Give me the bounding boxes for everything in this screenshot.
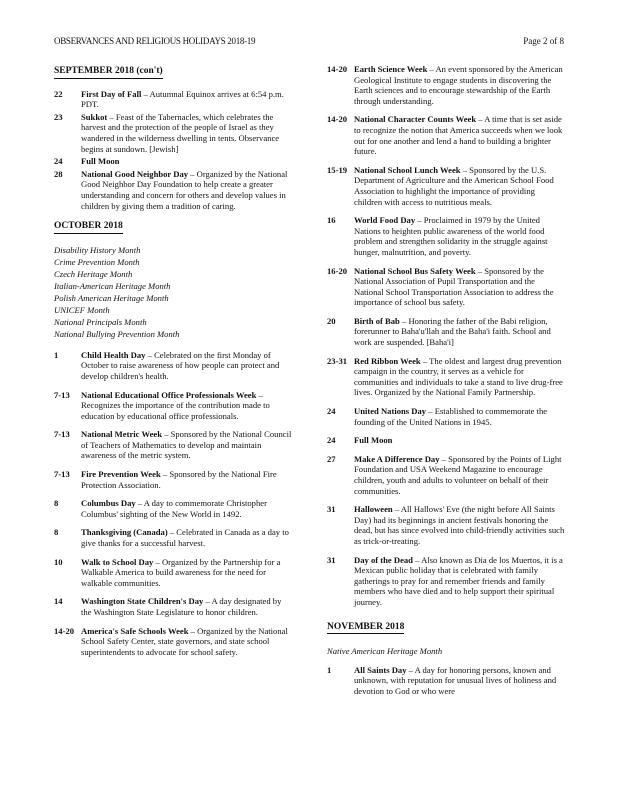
entry-text: [354, 215, 565, 257]
entry-title: National Character Counts Week: [354, 114, 477, 125]
page-header: [54, 36, 564, 48]
entry-text: [354, 266, 565, 308]
entry-date: 24: [54, 156, 63, 167]
entry-text: [354, 64, 565, 106]
entry-text: [354, 504, 565, 546]
entry-text: [81, 596, 292, 617]
entry-text: [81, 626, 292, 658]
entry-date: 24: [327, 406, 336, 417]
entry-title: All Saints Day: [354, 664, 407, 675]
entry-description: – A day designated by the Washington State Legislature to honor children.: [81, 596, 282, 617]
entry-description: – All Hallows' Eve (the night before All Saints Day) had its beginnings in ancient festivals honoring the dead, but has since evolved into child-friendly activities such as trick-or-treating.: [354, 504, 565, 546]
entry-date: 7-13: [54, 469, 70, 480]
entry-description: – Organized by the National School Safety Center, state governors, and state school superintendents to advocate for school safety.: [81, 625, 288, 657]
entry-description: – Proclaimed in 1979 by the United Nations to heighten public awareness of the world food problem and strengthen solidarity in the struggle against hunger, malnutrition, and poverty.: [354, 215, 548, 257]
entry-description: – A day for honoring persons, known and unknown, with reputation for unusual lives of holiness and devotion to God or who were: [354, 664, 557, 696]
entry-title: National Good Neighbor Day: [81, 168, 189, 179]
calendar-entry: [327, 266, 565, 308]
october-month-observances: [54, 244, 292, 340]
month-observance: Polish American Heritage Month: [54, 292, 169, 303]
entry-text: [354, 435, 565, 446]
entry-date: 8: [54, 527, 59, 538]
calendar-entry: [54, 89, 292, 110]
entry-text: [81, 169, 292, 211]
calendar-entry: [327, 64, 565, 106]
calendar-entry: [327, 406, 565, 427]
entry-text: [81, 557, 292, 589]
entry-date: 31: [327, 554, 336, 565]
month-observance: National Principals Month: [54, 316, 147, 327]
calendar-entry: [327, 504, 565, 546]
entry-date: 31: [327, 504, 336, 515]
entry-text: [354, 165, 565, 207]
entry-title: National School Bus Safety Week: [354, 265, 476, 276]
calendar-entry: [54, 390, 292, 422]
entry-description: – Celebrated on the first Monday of October to raise awareness of how people can protect and develop children's health.: [81, 349, 280, 381]
calendar-entry: [327, 215, 565, 257]
entry-date: 16: [327, 215, 336, 226]
section-heading-september: SEPTEMBER 2018 (con't): [54, 66, 163, 79]
page-number: Page 2 of 8: [523, 36, 564, 46]
entry-description: – Organized by the Partnership for a Walkable America to build awareness for the need for walkable communities.: [81, 556, 281, 588]
entry-description: – Feast of the Tabernacles, which celebrates the harvest and the protection of the people of Israel as they wandered in the wilderness dwelling in tents. Observance begins at sundown. [Jewish]: [81, 111, 280, 154]
entry-date: 14-20: [327, 64, 348, 74]
calendar-entry: [54, 626, 292, 658]
entry-title: Washington State Children's Day: [81, 596, 204, 607]
entry-date: 27: [327, 453, 336, 464]
october-list-right: [327, 64, 565, 608]
calendar-entry: [327, 435, 565, 446]
entry-text: [81, 112, 292, 154]
entry-text: [81, 156, 292, 167]
entry-description: – Sponsored by the Points of Light Foundation and USA Weekend Magazine to encourage children, youth and adults to volunteer on behalf of their communities.: [354, 453, 562, 496]
calendar-entry: [327, 454, 565, 496]
entry-date: 23: [54, 111, 63, 122]
entry-description: – Also known as Dia de los Muertos, it is a Mexican public holiday that is celebrated with family gatherings to pray for and remember friends and family members who have died and to help support their spiritual journey.: [354, 554, 563, 607]
september-list: [54, 89, 292, 212]
entry-description: – A time that is set aside to recognize the notion that America succeeds when we look out for one another and lend a hand to building a brighter future.: [354, 114, 563, 157]
calendar-entry: [54, 557, 292, 589]
entry-text: [81, 390, 292, 422]
entry-title: Thanksgiving (Canada): [81, 527, 168, 538]
entry-title: Full Moon: [354, 435, 393, 446]
entry-text: [81, 429, 292, 461]
entry-date: 7-13: [54, 429, 70, 440]
entry-date: 8: [54, 498, 59, 509]
entry-title: World Food Day: [354, 215, 416, 226]
entry-title: Birth of Bab: [354, 315, 400, 326]
calendar-entry: [54, 596, 292, 617]
entry-title: Make A Difference Day: [354, 453, 440, 464]
entry-text: [81, 498, 292, 519]
entry-description: – Organized by the National Good Neighbor Day Foundation to help create a greater understanding and concern for others and develop values in children by giving them a tradition of caring.: [81, 168, 288, 211]
entry-description: – Sponsored by the National Council of Teachers of Mathematics to develop and maintain awareness of the metric system.: [81, 429, 292, 461]
month-observance: Czech Heritage Month: [54, 268, 133, 279]
calendar-entry: [327, 665, 565, 697]
calendar-entry: [327, 356, 565, 398]
month-observance: Crime Prevention Month: [54, 256, 140, 267]
november-list: [327, 665, 565, 697]
calendar-entry: [327, 165, 565, 207]
entry-text: [354, 555, 565, 608]
left-column: [54, 64, 292, 665]
entry-date: 7-13: [54, 389, 70, 400]
entry-text: [354, 356, 565, 398]
entry-title: National School Lunch Week: [354, 164, 461, 175]
month-observance: Italian-American Heritage Month: [54, 280, 171, 291]
entry-date: 1: [54, 349, 59, 360]
entry-description: – Sponsored by the National Fire Protection Association.: [81, 469, 277, 490]
calendar-entry: [327, 555, 565, 608]
entry-title: Walk to School Day: [81, 556, 154, 567]
calendar-entry: [54, 169, 292, 211]
entry-title: Day of the Dead: [354, 554, 413, 565]
entry-description: – Sponsored by the U.S. Department of Agriculture and the American School Food Association to highlight the importance of providing children with access to nutritious meals.: [354, 164, 554, 207]
right-column: [327, 64, 565, 699]
entry-description: – Honoring the father of the Babi religion, forerunner to Baha'u'llah and the Baha'i faith. School and work are suspended. [Baha'i]: [354, 315, 551, 348]
entry-description: – Established to commemorate the founding of the United Nations in 1945.: [354, 406, 548, 427]
calendar-entry: [54, 498, 292, 519]
entry-date: 14-20: [327, 114, 348, 125]
calendar-entry: [54, 469, 292, 490]
entry-title: Child Health Day: [81, 349, 146, 360]
entry-text: [354, 406, 565, 427]
entry-title: United Nations Day: [354, 406, 427, 417]
entry-date: 15-19: [327, 164, 348, 175]
entry-description: – The oldest and largest drug prevention campaign in the country, it serves as a vehicle for communities and individuals to take a stand to live drug-free lives. Organized by the National Family Partnership.: [354, 355, 563, 398]
entry-date: 23-31: [327, 355, 348, 366]
section-heading-october: OCTOBER 2018: [54, 221, 123, 234]
entry-text: [354, 114, 565, 156]
entry-text: [81, 469, 292, 490]
entry-date: 28: [54, 168, 63, 179]
entry-text: [81, 350, 292, 382]
entry-title: Sukkot: [81, 111, 108, 122]
entry-description: – An event sponsored by the American Geological Institute to engage students in discovering the Earth sciences and to encourage stewardship of the Earth through understanding.: [354, 64, 563, 106]
calendar-entry: [54, 156, 292, 167]
entry-description: – Recognizes the importance of the contribution made to education by educational office professionals.: [81, 389, 270, 421]
entry-description: – A day to commemorate Christopher Columbus' sighting of the New World in 1492.: [81, 498, 267, 519]
entry-date: 22: [54, 88, 63, 99]
document-title: OBSERVANCES AND RELIGIOUS HOLIDAYS 2018-19: [54, 36, 256, 46]
entry-date: 10: [54, 556, 63, 567]
entry-title: First Day of Fall: [81, 88, 142, 99]
entry-title: Full Moon: [81, 156, 120, 167]
entry-date: 1: [327, 664, 332, 675]
entry-text: [354, 665, 565, 697]
entry-title: Red Ribbon Week: [354, 355, 421, 366]
entry-title: Earth Science Week: [354, 64, 428, 74]
month-observance: UNICEF Month: [54, 304, 110, 315]
month-observance: National Bullying Prevention Month: [54, 328, 180, 339]
calendar-entry: [54, 527, 292, 548]
entry-title: Fire Prevention Week: [81, 469, 161, 480]
entry-date: 24: [327, 435, 336, 446]
calendar-entry: [327, 114, 565, 156]
entry-description: – Sponsored by the National Association of Pupil Transportation and the National School Transportation Association to address the importance of school bus safety.: [354, 265, 554, 308]
section-heading-november: NOVEMBER 2018: [327, 622, 404, 635]
calendar-entry: [54, 112, 292, 154]
entry-title: Columbus Day: [81, 498, 136, 509]
entry-description: – Celebrated in Canada as a day to give thanks for a successful harvest.: [81, 527, 289, 549]
entry-text: [354, 316, 565, 348]
entry-description: – Autumnal Equinox arrives at 6:54 p.m. PDT.: [81, 88, 284, 110]
entry-title: America's Safe Schools Week: [81, 625, 189, 636]
entry-date: 16-20: [327, 265, 348, 276]
month-observance: Disability History Month: [54, 244, 141, 255]
entry-date: 14: [54, 596, 63, 607]
entry-title: Halloween: [354, 504, 393, 515]
entry-text: [81, 89, 292, 110]
entry-date: 20: [327, 315, 336, 326]
october-list-left: [54, 350, 292, 658]
calendar-entry: [54, 350, 292, 382]
calendar-entry: [54, 429, 292, 461]
entry-title: National Educational Office Professionals Week: [81, 389, 257, 400]
entry-text: [81, 527, 292, 548]
calendar-entry: [327, 316, 565, 348]
entry-title: National Metric Week: [81, 429, 162, 440]
entry-date: 14-20: [54, 625, 75, 636]
entry-text: [354, 454, 565, 496]
november-month-observance: Native American Heritage Month: [327, 646, 443, 657]
